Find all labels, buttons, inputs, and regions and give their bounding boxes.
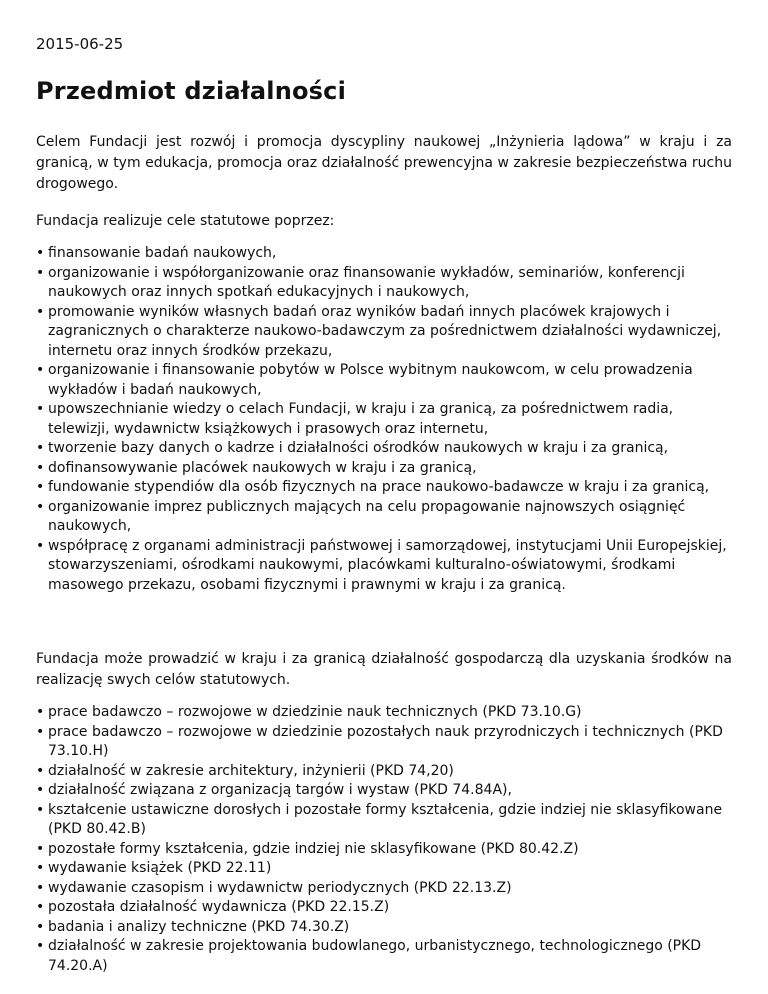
- list-item-text: pozostałe formy kształcenia, gdzie indziej nie sklasyfikowane (PKD 80.42.Z): [48, 840, 579, 857]
- list-item: [36, 918, 732, 938]
- list-item-text: badania i analizy techniczne (PKD 74.30.Z): [48, 918, 350, 935]
- list-item: [36, 459, 732, 479]
- list-item: [36, 898, 732, 918]
- list-item-text: współpracę z organami administracji państwowej i samorządowej, instytucjami Unii Europejskiej, stowarzyszeniami, ośrodkami naukowymi, placówkami kulturalno-oświatowymi, środkami masowego przekazu, osobami fizycznymi i prawnymi w kraju i za granicą.: [48, 537, 727, 593]
- goals-intro: Fundacja realizuje cele statutowe poprzez:: [36, 213, 335, 229]
- list-item-text: finansowanie badań naukowych,: [48, 245, 277, 261]
- list-item-text: fundowanie stypendiów dla osób fizycznych na prace naukowo-badawcze w kraju i za granicą,: [48, 479, 710, 495]
- list-item-text: wydawanie książek (PKD 22.11): [48, 860, 272, 876]
- bullet-icon: •: [36, 459, 45, 476]
- list-item: [36, 703, 732, 723]
- list-item: [36, 498, 732, 537]
- list-item-text: działalność związana z organizacją targów i wystaw (PKD 74.84A),: [48, 782, 512, 798]
- list-item-text: dofinansowywanie placówek naukowych w kraju i za granicą,: [48, 459, 477, 476]
- list-item-text: upowszechnianie wiedzy o celach Fundacji, w kraju i za granicą, za pośrednictwem radia, telewizji, wydawnictw książkowych i prasowych oraz internetu,: [48, 401, 674, 437]
- bullet-icon: •: [36, 762, 45, 779]
- bullet-icon: •: [36, 440, 45, 456]
- page-title: Przedmiot działalności: [36, 77, 347, 105]
- intro-paragraph: Celem Fundacji jest rozwój i promocja dyscypliny naukowej „Inżynieria lądowa” w kraju i za granicą, w tym edukacja, promocja oraz działalność prewencyjna w zakresie bezpieczeństwa ruchu drogowego.: [36, 134, 732, 192]
- bullet-icon: •: [36, 918, 45, 935]
- list-item-text: organizowanie i finansowanie pobytów w Polsce wybitnym naukowcom, w celu prowadzenia wykładów i badań naukowych,: [48, 362, 693, 398]
- list-item-text: kształcenie ustawiczne dorosłych i pozostałe formy kształcenia, gdzie indziej nie sklasyfikowane (PKD 80.42.B): [48, 801, 723, 837]
- bullet-icon: •: [36, 723, 45, 740]
- business-paragraph: Fundacja może prowadzić w kraju i za granicą działalność gospodarczą dla uzyskania środków na realizację swych celów statutowych.: [36, 651, 732, 688]
- bullet-icon: •: [36, 303, 45, 320]
- list-item: [36, 879, 732, 899]
- list-item-text: tworzenie bazy danych o kadrze i działalności ośrodków naukowych w kraju i za granicą,: [48, 440, 669, 456]
- list-item: [36, 303, 732, 362]
- bullet-icon: •: [36, 362, 45, 378]
- list-item: [36, 937, 732, 976]
- list-item-text: wydawanie czasopism i wydawnictw periodycznych (PKD 22.13.Z): [48, 879, 512, 896]
- list-item: [36, 478, 732, 498]
- list-item-text: organizowanie imprez publicznych mających na celu propagowanie najnowszych osiągnięć naukowych,: [48, 498, 686, 534]
- document-date: 2015-06-25: [36, 35, 124, 53]
- bullet-icon: •: [36, 801, 45, 818]
- list-item: [36, 762, 732, 782]
- bullet-icon: •: [36, 537, 45, 554]
- list-item-text: promowanie wyników własnych badań oraz wyników badań innych placówek krajowych i zagranicznych o charakterze naukowo-badawczym za pośrednictwem działalności wydawniczej, internetu oraz innych środków przekazu,: [48, 303, 722, 359]
- bullet-icon: •: [36, 938, 45, 954]
- list-item: [36, 361, 732, 400]
- activities-list: [36, 703, 732, 976]
- bullet-icon: •: [36, 401, 45, 417]
- bullet-icon: •: [36, 245, 45, 261]
- list-item-text: działalność w zakresie projektowania budowlanego, urbanistycznego, technologicznego (PKD 74.20.A): [48, 938, 702, 974]
- goals-list: [36, 244, 732, 595]
- list-item: [36, 264, 732, 303]
- list-item-text: prace badawczo – rozwojowe w dziedzinie nauk technicznych (PKD 73.10.G): [48, 704, 582, 720]
- bullet-icon: •: [36, 498, 45, 515]
- list-item-text: pozostała działalność wydawnicza (PKD 22.15.Z): [48, 899, 390, 915]
- list-item: [36, 400, 732, 439]
- list-item: [36, 840, 732, 860]
- list-item: [36, 244, 732, 264]
- list-item: [36, 537, 732, 596]
- list-item: [36, 723, 732, 762]
- bullet-icon: •: [36, 479, 45, 495]
- list-item-text: prace badawczo – rozwojowe w dziedzinie pozostałych nauk przyrodniczych i technicznych (PKD 73.10.H): [48, 723, 723, 759]
- bullet-icon: •: [36, 840, 45, 857]
- list-item: [36, 859, 732, 879]
- bullet-icon: •: [36, 264, 45, 281]
- bullet-icon: •: [36, 782, 45, 798]
- list-item-text: organizowanie i współorganizowanie oraz finansowanie wykładów, seminariów, konferencji naukowych oraz innych spotkań edukacyjnych i naukowych,: [48, 264, 685, 300]
- list-item-text: działalność w zakresie architektury, inżynierii (PKD 74,20): [48, 762, 454, 779]
- bullet-icon: •: [36, 704, 45, 720]
- bullet-icon: •: [36, 899, 45, 915]
- bullet-icon: •: [36, 860, 45, 876]
- bullet-icon: •: [36, 879, 45, 896]
- list-item: [36, 439, 732, 459]
- list-item: [36, 801, 732, 840]
- list-item: [36, 781, 732, 801]
